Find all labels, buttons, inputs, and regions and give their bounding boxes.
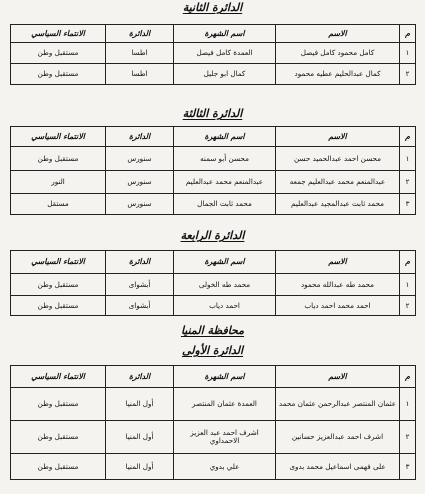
cell-political: النور	[11, 171, 106, 194]
cell-fame: العمدة كامل فيصل	[174, 43, 276, 64]
header-num: م	[400, 25, 416, 43]
cell-fame: علي بدوي	[174, 454, 276, 480]
cell-circuit: اطسا	[106, 64, 174, 85]
table-fourth-circuit	[10, 250, 416, 316]
cell-num: ٢	[400, 171, 416, 194]
header-name: الاسم	[276, 127, 400, 147]
table-header-row	[11, 251, 416, 274]
cell-circuit: أول المنيا	[106, 388, 174, 421]
cell-circuit: أول المنيا	[106, 454, 174, 480]
header-circuit: الدائرة	[106, 251, 174, 274]
cell-num: ١	[400, 43, 416, 64]
header-fame: اسم الشهرة	[174, 127, 276, 147]
table-header-row	[11, 127, 416, 147]
cell-circuit: أبشواى	[106, 274, 174, 296]
header-name: الاسم	[276, 251, 400, 274]
cell-circuit: سنورس	[106, 171, 174, 194]
cell-name: عثمان المنتصر عبدالرحمن عثمان محمد	[276, 388, 400, 421]
table-row	[11, 147, 416, 171]
table-header-row	[11, 366, 416, 388]
cell-circuit: اطسا	[106, 43, 174, 64]
table-row	[11, 296, 416, 316]
header-fame: اسم الشهرة	[174, 25, 276, 43]
cell-name: كامل محمود كامل فيصل	[276, 43, 400, 64]
cell-name: اشرف احمد عبدالعزيز حسانين	[276, 421, 400, 454]
cell-political: مستقبل وطن	[11, 274, 106, 296]
cell-num: ٢	[400, 296, 416, 316]
cell-num: ٣	[400, 194, 416, 215]
cell-fame: محمد طه الخولى	[174, 274, 276, 296]
cell-political: مستقبل وطن	[11, 388, 106, 421]
cell-fame: احمد دياب	[174, 296, 276, 316]
cell-name: محسن احمد عبدالحميد حسن	[276, 147, 400, 171]
cell-political: مستقل	[11, 194, 106, 215]
cell-num: ٢	[400, 421, 416, 454]
cell-name: عبدالمنعم محمد عبدالعليم جمعه	[276, 171, 400, 194]
section-title-first: الدائرة الأولى	[181, 344, 244, 357]
cell-num: ١	[400, 147, 416, 171]
governorate-title: محافظة المنيا	[180, 324, 245, 337]
cell-political: مستقبل وطن	[11, 454, 106, 480]
table-third-circuit	[10, 126, 416, 215]
table-row	[11, 388, 416, 421]
section-title-third: الدائرة الثالثة	[182, 107, 243, 120]
table-row	[11, 171, 416, 194]
header-name: الاسم	[276, 366, 400, 388]
cell-fame: العمدة عثمان المنتصر	[174, 388, 276, 421]
table-row	[11, 43, 416, 64]
header-num: م	[400, 251, 416, 274]
cell-circuit: سنورس	[106, 194, 174, 215]
cell-circuit: أبشواى	[106, 296, 174, 316]
cell-political: مستقبل وطن	[11, 296, 106, 316]
cell-fame: كمال ابو جليل	[174, 64, 276, 85]
table-row	[11, 454, 416, 480]
header-political: الانتماء السياسي	[11, 127, 106, 147]
cell-num: ٣	[400, 454, 416, 480]
cell-circuit: أول المنيا	[106, 421, 174, 454]
cell-fame: محسن أبو سمنه	[174, 147, 276, 171]
cell-name: احمد محمد احمد دياب	[276, 296, 400, 316]
cell-fame: اشرف احمد عبد العزيز الاحمداوي	[174, 421, 276, 454]
table-row	[11, 194, 416, 215]
table-second-circuit	[10, 24, 416, 85]
header-circuit: الدائرة	[106, 127, 174, 147]
section-title-second: الدائرة الثانية	[182, 1, 243, 14]
cell-name: محمد ثابت عبدالمجيد عبدالعليم	[276, 194, 400, 215]
cell-fame: عبدالمنعم محمد عبدالعليم	[174, 171, 276, 194]
cell-political: مستقبل وطن	[11, 147, 106, 171]
header-num: م	[400, 127, 416, 147]
cell-name: على فهمى اسماعيل محمد بدوى	[276, 454, 400, 480]
header-fame: اسم الشهرة	[174, 251, 276, 274]
header-circuit: الدائرة	[106, 25, 174, 43]
cell-num: ١	[400, 388, 416, 421]
header-political: الانتماء السياسي	[11, 366, 106, 388]
cell-circuit: سنورس	[106, 147, 174, 171]
header-circuit: الدائرة	[106, 366, 174, 388]
cell-name: كمال عبدالحليم عطيه محمود	[276, 64, 400, 85]
cell-political: مستقبل وطن	[11, 64, 106, 85]
header-name: الاسم	[276, 25, 400, 43]
cell-num: ٢	[400, 64, 416, 85]
table-row	[11, 64, 416, 85]
header-political: الانتماء السياسي	[11, 25, 106, 43]
table-minya-first-circuit	[10, 365, 416, 480]
cell-political: مستقبل وطن	[11, 421, 106, 454]
table-row	[11, 421, 416, 454]
cell-fame: محمد ثابت الجمال	[174, 194, 276, 215]
cell-num: ١	[400, 274, 416, 296]
header-fame: اسم الشهرة	[174, 366, 276, 388]
header-num: م	[400, 366, 416, 388]
section-title-fourth: الدائرة الرابعة	[180, 229, 245, 242]
cell-political: مستقبل وطن	[11, 43, 106, 64]
header-political: الانتماء السياسي	[11, 251, 106, 274]
table-row	[11, 274, 416, 296]
cell-name: محمد طه عبدالله محمود	[276, 274, 400, 296]
table-header-row	[11, 25, 416, 43]
